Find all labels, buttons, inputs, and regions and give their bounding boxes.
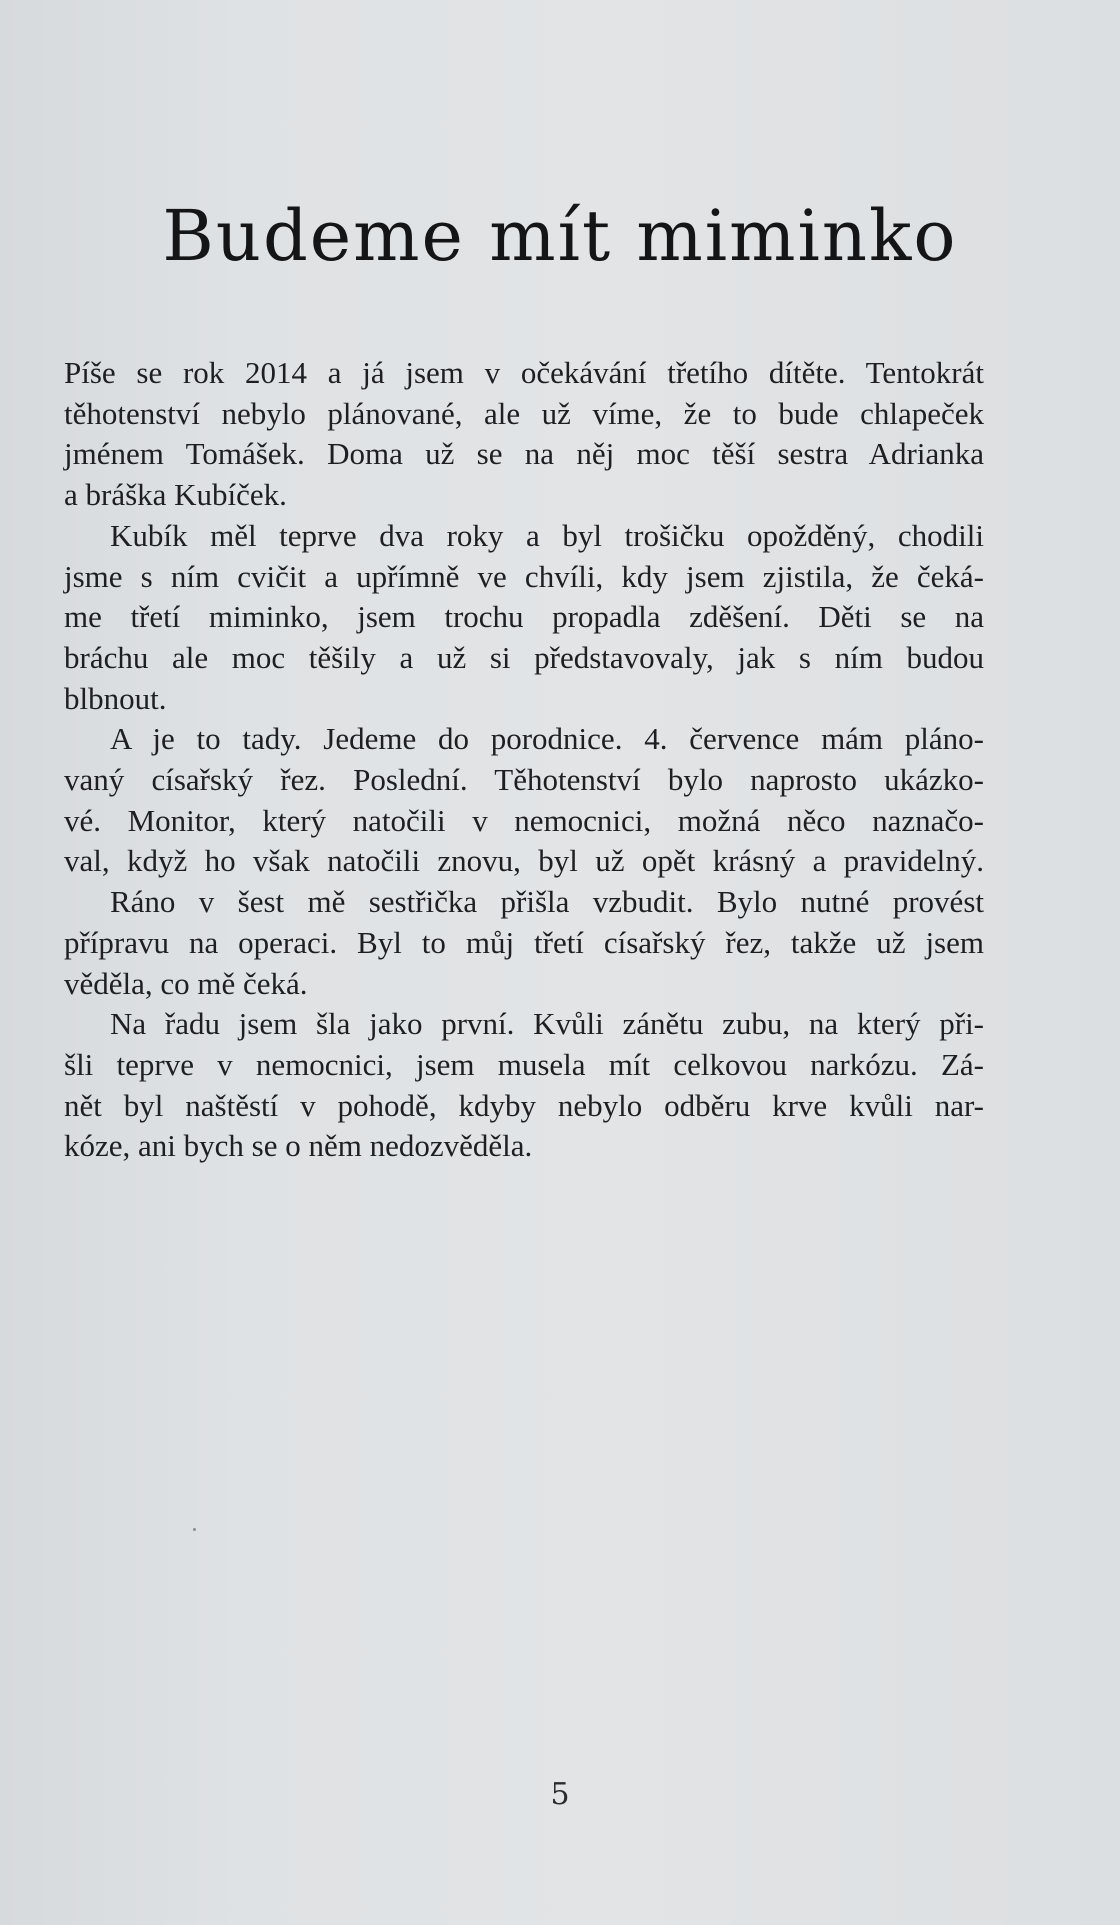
text-line: kóze, ani bych se o něm nedozvěděla. xyxy=(64,1128,533,1164)
text-line: jménem Tomášek. Doma už se na něj moc těší sestra Adrianka xyxy=(64,436,984,472)
body-text xyxy=(64,353,984,1167)
text-line: blbnout. xyxy=(64,680,167,716)
text-line: šli teprve v nemocnici, jsem musela mít celkovou narkózu. Zá- xyxy=(64,1046,984,1082)
text-line: těhotenství nebylo plánované, ale už víme, že to bude chlapeček xyxy=(64,395,984,431)
text-line: věděla, co mě čeká. xyxy=(64,965,308,1001)
text-line: A je to tady. Jedeme do porodnice. 4. července mám pláno- xyxy=(110,721,984,757)
text-line: a bráška Kubíček. xyxy=(64,477,287,513)
text-line: Ráno v šest mě sestřička přišla vzbudit. Bylo nutné provést xyxy=(110,884,984,920)
text-line: vaný císařský řez. Poslední. Těhotenství bylo naprosto ukázko- xyxy=(64,762,984,798)
text-line: val, když ho však natočili znovu, byl už opět krásný a pravidelný. xyxy=(64,843,984,879)
text-line: Kubík měl teprve dva roky a byl trošičku opožděný, chodili xyxy=(110,517,984,553)
page-number: 5 xyxy=(550,1777,570,1812)
text-line: Píše se rok 2014 a já jsem v očekávání třetího dítěte. Tentokrát xyxy=(64,355,984,390)
text-line: nět byl naštěstí v pohodě, kdyby nebylo odběru krve kvůli nar- xyxy=(64,1087,984,1123)
text-line: Na řadu jsem šla jako první. Kvůli zánětu zubu, na který při- xyxy=(110,1006,984,1042)
chapter-title: Budeme mít miminko xyxy=(162,195,958,277)
paper-speck xyxy=(193,1528,196,1531)
text-line: bráchu ale moc těšily a už si představovaly, jak s ním budou xyxy=(64,639,984,675)
text-line: me třetí miminko, jsem trochu propadla zděšení. Děti se na xyxy=(64,599,984,635)
text-line: vé. Monitor, který natočili v nemocnici, možná něco naznačo- xyxy=(64,802,984,838)
text-line: přípravu na operaci. Byl to můj třetí císařský řez, takže už jsem xyxy=(64,924,984,960)
text-line: jsme s ním cvičit a upřímně ve chvíli, kdy jsem zjistila, že čeká- xyxy=(64,558,984,594)
